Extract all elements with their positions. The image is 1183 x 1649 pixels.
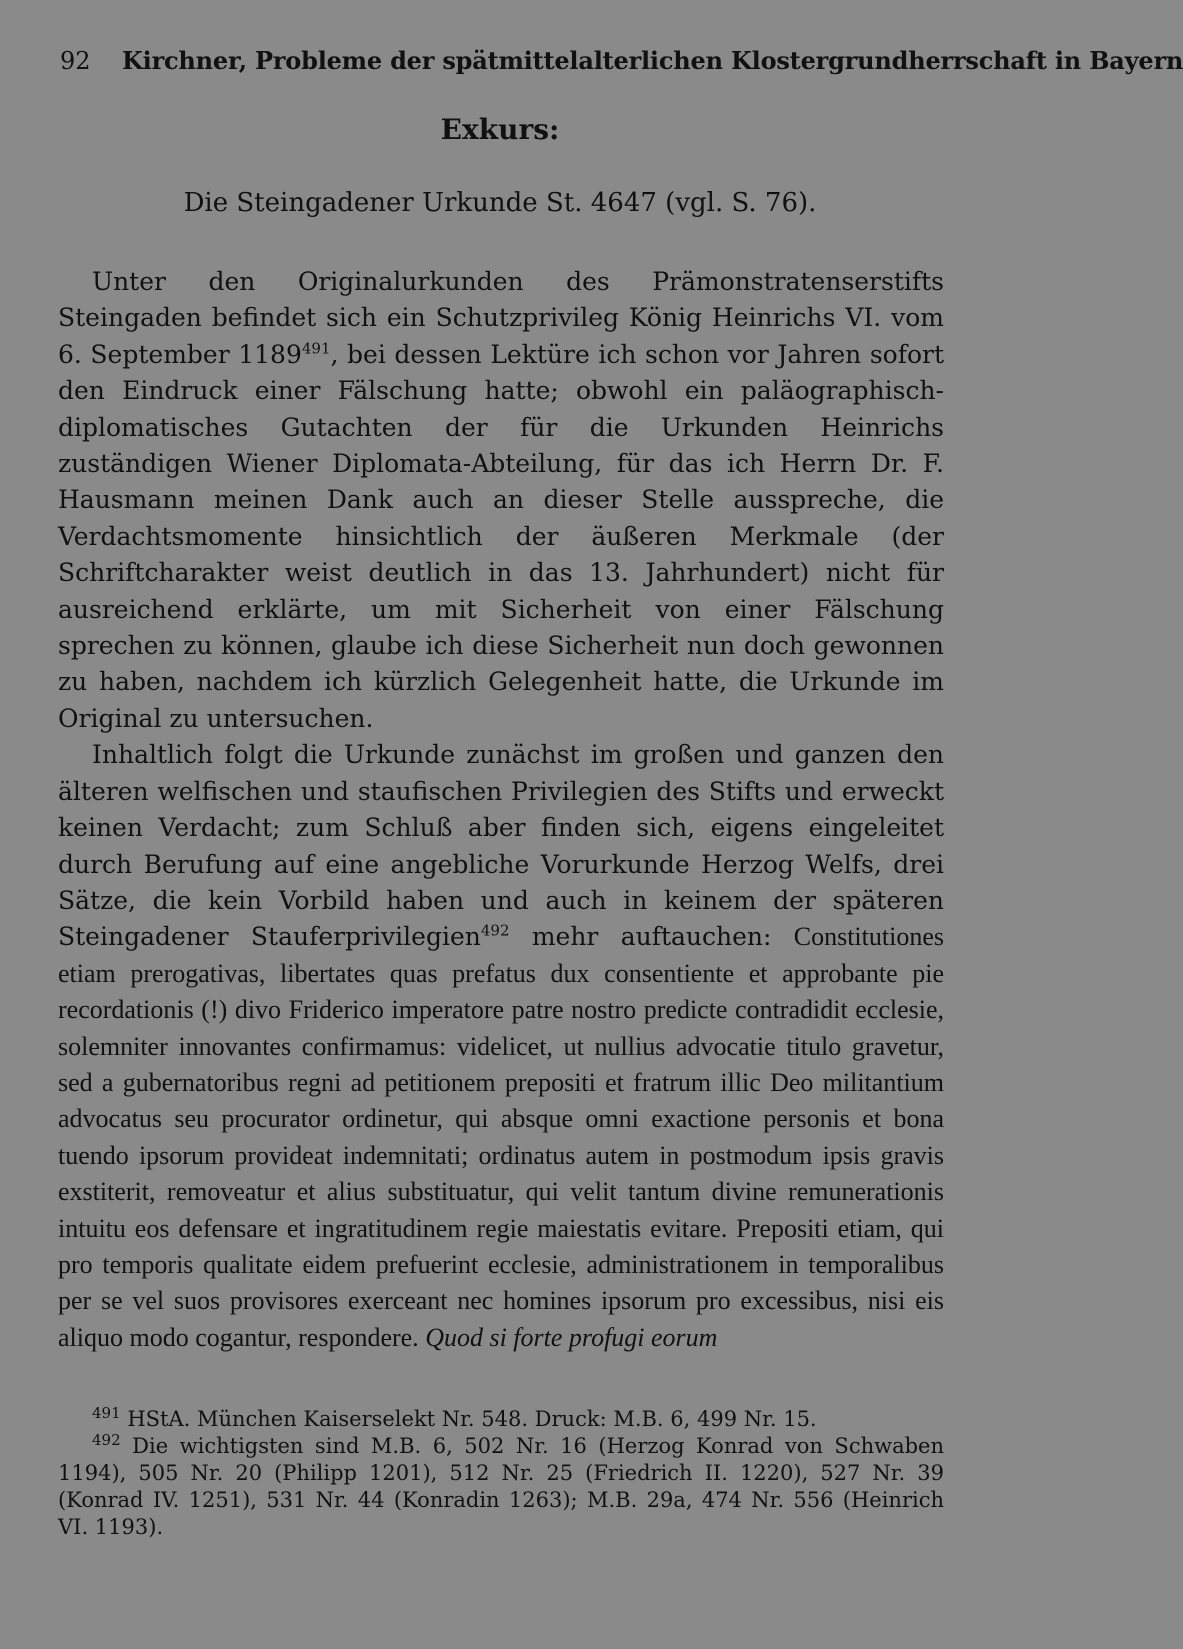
- latin-quotation-italic: Quod si forte profugi eorum: [425, 1322, 718, 1352]
- section-title: Exkurs:: [440, 113, 560, 146]
- footnote-491: [58, 1406, 944, 1433]
- running-title: Kirchner, Probleme der spätmittelalterlichen Klostergrundherrschaft in Bayern: [122, 46, 1183, 75]
- footnote-text: Die wichtigsten sind M.B. 6, 502 Nr. 16 (Herzog Konrad von Schwaben 1194), 505 Nr. 20 (Philipp 1201), 512 Nr. 25 (Friedrich II. 1220), 527 Nr. 39 (Konrad IV. 1251), 531 Nr. 44 (Konradin 1263); M.B. 29a, 474 Nr. 556 (Heinrich VI. 1193).: [58, 1434, 944, 1539]
- paragraph-2-text-a: Inhaltlich folgt die Urkunde zunächst im großen und ganzen den älteren welfischen und staufischen Privilegien des Stifts und erweckt keinen Verdacht; zum Schluß aber finden sich, eigens eingeleitet durch Berufung auf eine angebliche Vorurkunde Herzog Welfs, drei Sätze, die kein Vorbild haben und auch in keinem der späteren Steingadener Stauferprivilegien: [58, 740, 944, 952]
- footnote-492: [58, 1433, 944, 1541]
- footnotes: [58, 1406, 944, 1541]
- footnote-ref-491: 491: [301, 339, 331, 358]
- section-subtitle: Die Steingadener Urkunde St. 4647 (vgl. S. 76).: [183, 188, 817, 218]
- paragraph-2: [58, 737, 944, 1356]
- latin-quotation: Constitutiones etiam prerogativas, libertates quas prefatus dux consentiente et approbante pie recordationis (!) divo Friderico imperatore patre nostro predicte contradidit ecclesie, solemniter innovantes confirmamus: videlicet, ut nullius advocatie titulo gravetur, sed a gubernatoribus regni ad petitionem prepositi et fratrum illic Deo militantium advocatus seu procurator ordinetur, qui absque omni exactione personis et bona tuendo ipsorum provideat indemnitati; ordinatus autem in postmodum ipsis gravis exstiterit, removeatur et alius substituatur, qui velit tantum divine remunerationis intuitu eos defensare et ingratitudinem regie maiestatis evitare. Prepositi etiam, qui pro temporis qualitate eidem prefuerint ecclesie, administrationem in temporalibus per se vel suos provisores exerceant nec homines ipsorum pro excessibus, nisi eis aliquo modo cogantur, respondere.: [58, 922, 944, 1352]
- running-header: [60, 46, 1183, 76]
- footnote-ref-492: 492: [480, 921, 510, 940]
- paragraph-1-text-a: Unter den Originalurkunden des Prämonstratenserstifts Steingaden befindet sich ein Schutzprivileg König Heinrichs VI. vom 6. September 1189: [58, 267, 944, 369]
- footnote-number: 491: [92, 1404, 121, 1422]
- page-number: 92: [60, 47, 91, 75]
- footnote-text: HStA. München Kaiserselekt Nr. 548. Druck: M.B. 6, 499 Nr. 15.: [120, 1407, 817, 1431]
- paragraph-2-text-b: mehr auftauchen:: [509, 922, 794, 952]
- paragraph-1: [58, 264, 944, 737]
- body-text: [58, 264, 944, 1356]
- footnote-number: 492: [92, 1431, 121, 1449]
- paragraph-1-text-b: , bei dessen Lektüre ich schon vor Jahren sofort den Eindruck einer Fälschung hatte; obwohl ein paläographisch-diplomatisches Gutachten der für die Urkunden Heinrichs zuständigen Wiener Diplomata-Abteilung, für das ich Herrn Dr. F. Hausmann meinen Dank auch an dieser Stelle ausspreche, die Verdachtsmomente hinsichtlich der äußeren Merkmale (der Schriftcharakter weist deutlich in das 13. Jahrhundert) nicht für ausreichend erklärte, um mit Sicherheit von einer Fälschung sprechen zu können, glaube ich diese Sicherheit nun doch gewonnen zu haben, nachdem ich kürzlich Gelegenheit hatte, die Urkunde im Original zu untersuchen.: [58, 339, 944, 733]
